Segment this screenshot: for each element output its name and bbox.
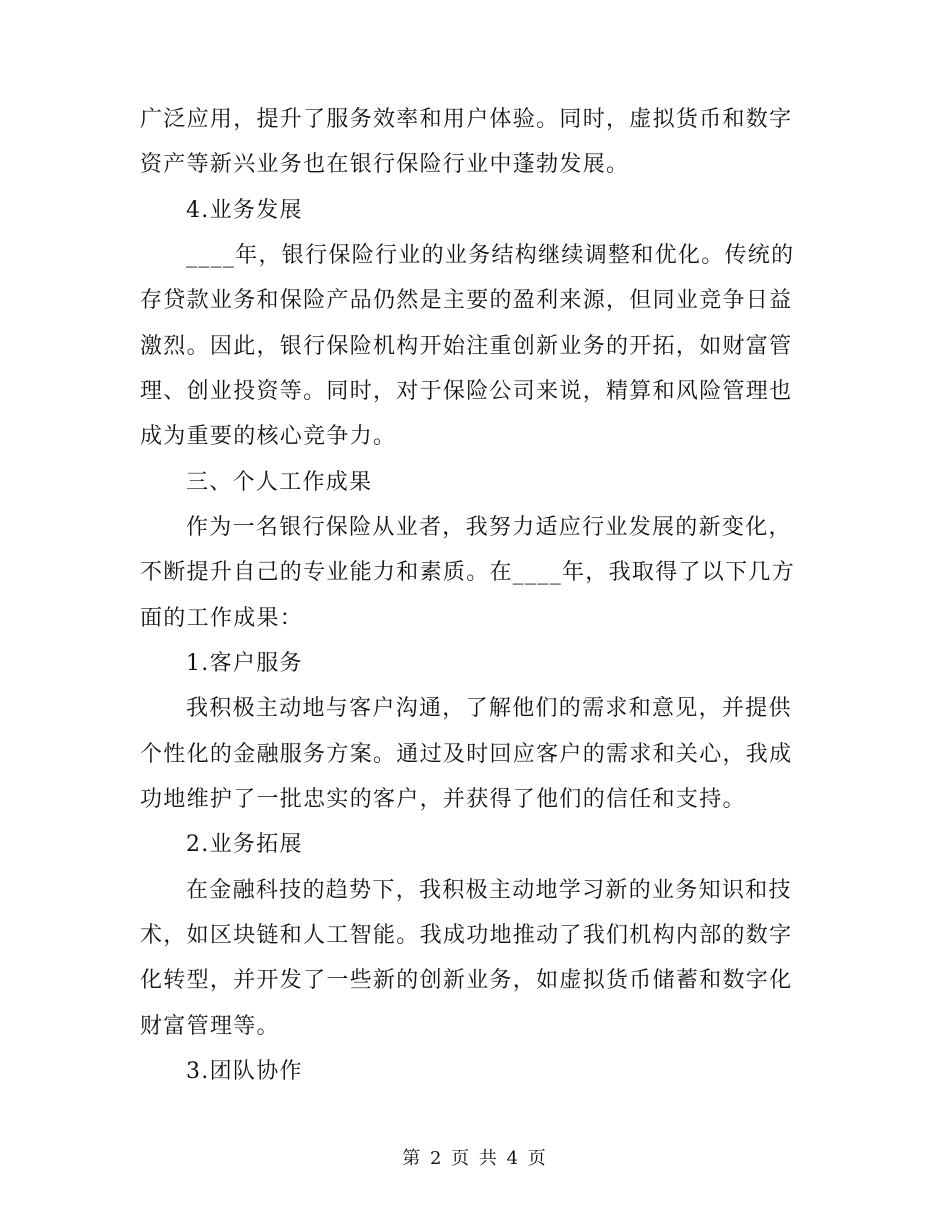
paragraph-line: 个性化的金融服务方案。通过及时回应客户的需求和关心，我成 (140, 742, 793, 767)
paragraph-line: 理、创业投资等。同时，对于保险公司来说，精算和风险管理也 (140, 379, 793, 404)
paragraph-line: 成为重要的核心竞争力。 (140, 424, 397, 449)
paragraph-line: 资产等新兴业务也在银行保险行业中蓬勃发展。 (140, 152, 630, 177)
paragraph-line: 术，如区块链和人工智能。我成功地推动了我们机构内部的数字 (140, 923, 793, 948)
paragraph-line: 激烈。因此，银行保险机构开始注重创新业务的开拓，如财富管 (140, 334, 793, 359)
paragraph-line: 存贷款业务和保险产品仍然是主要的盈利来源，但同业竞争日益 (140, 288, 793, 313)
section-heading: 3.团队协作 (186, 1059, 303, 1084)
paragraph-line: ____年，银行保险行业的业务结构继续调整和优化。传统的 (186, 243, 795, 268)
paragraph-line: 面的工作成果： (140, 606, 304, 631)
paragraph-line: 化转型，并开发了一些新的创新业务，如虚拟货币储蓄和数字化 (140, 968, 793, 993)
page-number-footer: 第 2 页 共 4 页 (402, 1148, 548, 1169)
section-heading: 1.客户服务 (186, 651, 303, 676)
paragraph-line: 广泛应用，提升了服务效率和用户体验。同时，虚拟货币和数字 (140, 107, 793, 132)
section-heading: 2.业务拓展 (186, 832, 303, 857)
paragraph-line: 作为一名银行保险从业者，我努力适应行业发展的新变化， (186, 515, 792, 540)
paragraph-line: 在金融科技的趋势下，我积极主动地学习新的业务知识和技 (186, 878, 792, 903)
section-heading: 4.业务发展 (186, 198, 303, 223)
section-heading: 三、个人工作成果 (186, 470, 373, 495)
paragraph-line: 不断提升自己的专业能力和素质。在____年，我取得了以下几方 (140, 560, 796, 585)
paragraph-line: 功地维护了一批忠实的客户，并获得了他们的信任和支持。 (140, 787, 746, 812)
paragraph-line: 我积极主动地与客户沟通，了解他们的需求和意见，并提供 (186, 696, 792, 721)
paragraph-line: 财富管理等。 (140, 1014, 280, 1039)
